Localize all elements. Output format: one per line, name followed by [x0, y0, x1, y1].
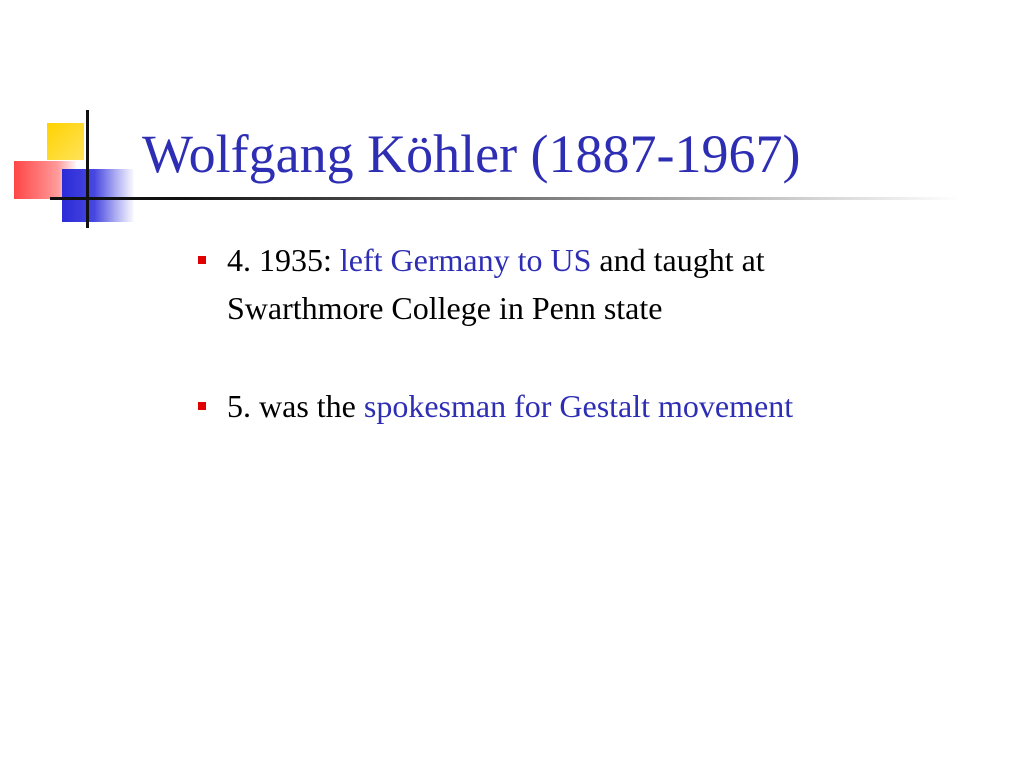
slide-title: Wolfgang Köhler (1887-1967) [142, 124, 801, 184]
bullet-prefix: 4. 1935: [227, 242, 340, 278]
yellow-square [47, 123, 84, 160]
square-bullet-icon [198, 402, 206, 410]
bullet-highlight: left Germany to US [339, 242, 592, 278]
bullet-item [196, 382, 916, 430]
title-underline [50, 197, 960, 200]
square-bullet-icon [198, 256, 206, 264]
bullet-highlight: spokesman for Gestalt movement [363, 388, 794, 424]
bullet-list [196, 236, 916, 480]
vertical-rule [86, 110, 89, 228]
colored-squares-logo-icon [0, 0, 150, 240]
bullet-suffix: and taught at Swarthmore College in Penn state [227, 242, 765, 326]
blue-square [62, 169, 134, 222]
bullet-prefix: 5. was the [227, 388, 364, 424]
bullet-item [196, 236, 916, 332]
